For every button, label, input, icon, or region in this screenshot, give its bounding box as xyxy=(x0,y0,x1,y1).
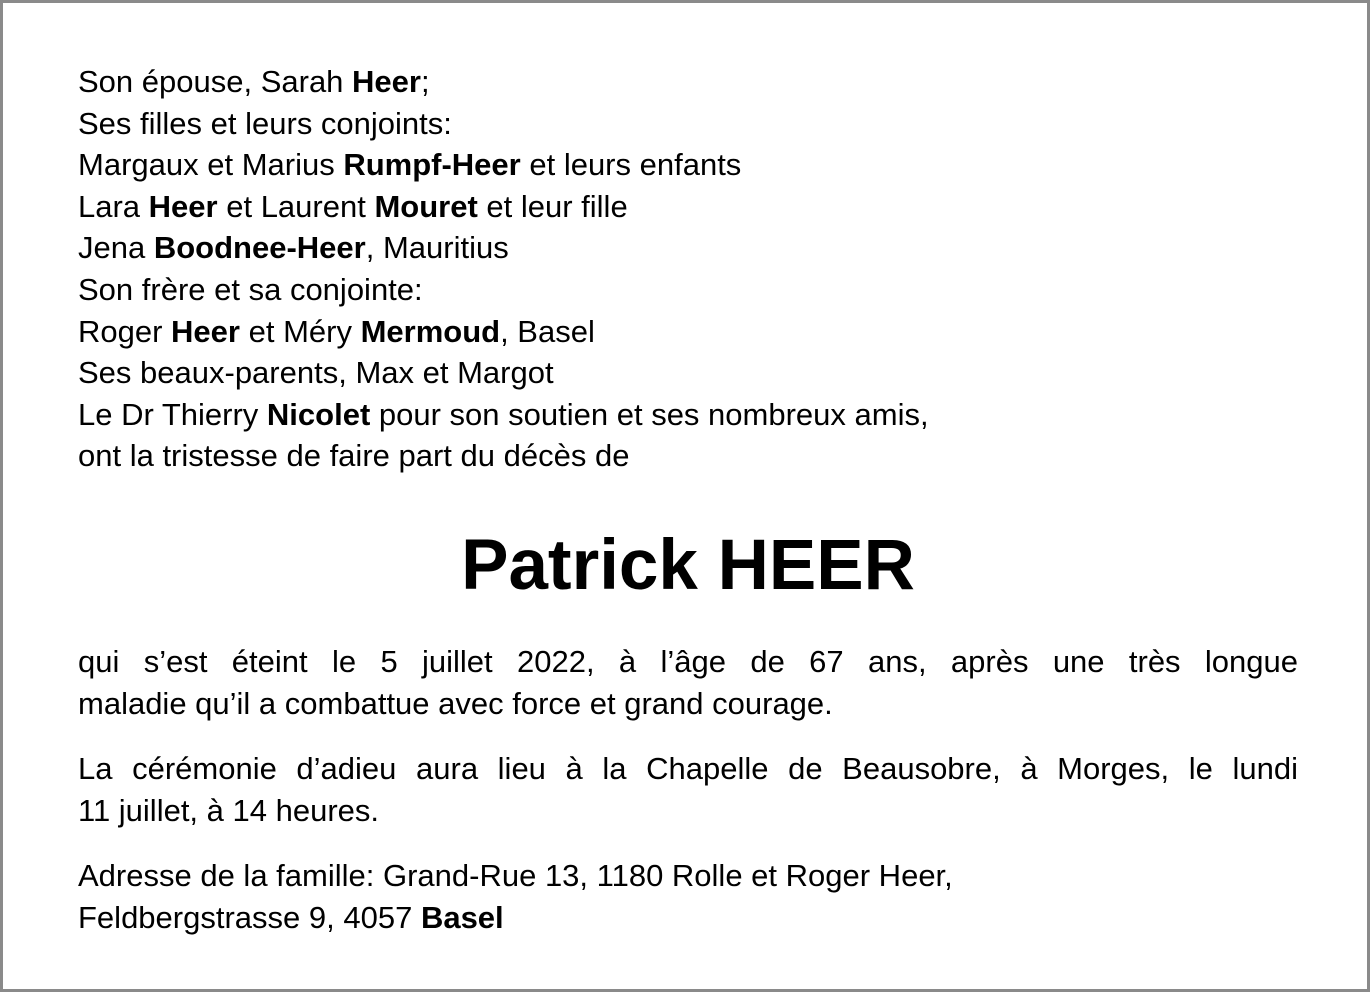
family-line xyxy=(78,61,929,103)
family-text: ; xyxy=(420,64,430,99)
family-text: , Mauritius xyxy=(365,230,509,266)
address-paragraph-line-2 xyxy=(78,897,1298,939)
ceremony-paragraph-line-1: La cérémonie d’adieu aura lieu à la Chapelle de Beausobre, à Morges, le lundi xyxy=(78,751,1298,786)
family-line xyxy=(78,186,929,228)
family-line xyxy=(78,227,929,269)
family-line xyxy=(78,311,929,353)
family-text: Roger xyxy=(78,313,172,349)
address-paragraph-line-1: Adresse de la famille: Grand-Rue 13, 1180 Rolle et Roger Heer, xyxy=(78,858,953,893)
death-paragraph-line-1: qui s’est éteint le 5 juillet 2022, à l’âge de 67 ans, après une très longue xyxy=(78,644,1298,679)
family-text: et Méry xyxy=(239,313,361,349)
address-paragraph xyxy=(78,855,1298,939)
address-city: Basel xyxy=(420,900,504,935)
ceremony-paragraph-line-2: 11 juillet, à 14 heures. xyxy=(78,793,380,828)
family-surname: Nicolet xyxy=(266,396,371,432)
deceased-name: Patrick HEER xyxy=(461,526,915,605)
family-surname: Mermoud xyxy=(360,313,501,349)
family-text: Margaux et Marius xyxy=(78,147,344,183)
family-text: pour son soutien et ses nombreux amis, xyxy=(370,396,929,432)
family-text: ont la tristesse de faire part du décès de xyxy=(78,438,630,474)
ceremony-paragraph xyxy=(78,748,1298,832)
family-text: Ses filles et leurs conjoints: xyxy=(78,105,452,141)
family-list xyxy=(78,61,929,477)
family-surname: Heer xyxy=(148,188,218,224)
family-surname: Mouret xyxy=(374,188,478,224)
family-surname: Heer xyxy=(171,313,240,349)
family-surname: Heer xyxy=(352,64,421,99)
death-paragraph-line-2: maladie qu’il a combattue avec force et grand courage. xyxy=(78,686,833,721)
family-surname: Boodnee-Heer xyxy=(153,230,366,266)
family-line xyxy=(78,394,929,436)
family-text: , Basel xyxy=(500,313,595,349)
family-line xyxy=(78,103,929,145)
family-text: Jena xyxy=(78,230,154,266)
family-line xyxy=(78,144,929,186)
family-line xyxy=(78,435,929,477)
family-text: Son épouse, Sarah xyxy=(78,64,353,99)
family-text: et leurs enfants xyxy=(520,147,742,183)
family-line xyxy=(78,352,929,394)
family-text: et leur fille xyxy=(477,188,628,224)
family-surname: Rumpf-Heer xyxy=(343,147,521,183)
family-text: Son frère et sa conjointe: xyxy=(78,271,423,307)
family-text: Ses beaux-parents, Max et Margot xyxy=(78,355,554,391)
address-street: Feldbergstrasse 9, 4057 xyxy=(78,900,421,935)
family-text: Lara xyxy=(78,188,149,224)
family-text: Le Dr Thierry xyxy=(78,396,267,432)
family-line xyxy=(78,269,929,311)
death-paragraph xyxy=(78,641,1298,725)
family-text: et Laurent xyxy=(217,188,375,224)
